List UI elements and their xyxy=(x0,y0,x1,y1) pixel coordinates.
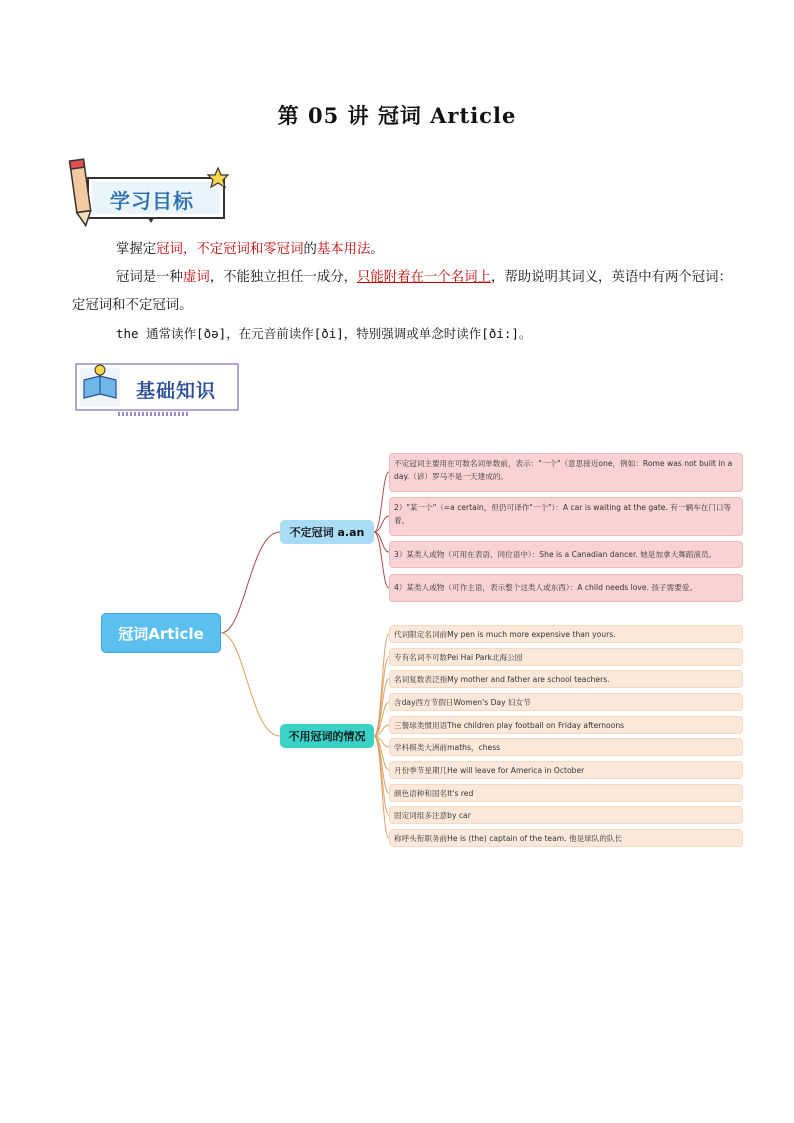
leaf-zero-8: 颜色语种和国名It's red xyxy=(389,784,743,802)
leaf-zero-7: 月份季节星期几He will leave for America in October xyxy=(389,761,743,779)
definition-paragraph: 冠词是一种虚词，不能独立担任一成分，只能附着在一个名词上，帮助说明其词义，英语中有两个冠词：定冠词和不定冠词。 xyxy=(72,270,732,313)
leaf-zero-5: 三餐球类惯用语The children play football on Friday afternoons xyxy=(389,716,743,734)
leaf-zero-3: 名词复数表泛指My mother and father are school teachers. xyxy=(389,670,743,688)
pronunciation-paragraph: the 通常读作[ðə]，在元音前读作[ði]，特别强调或单念时读作[ði:]。 xyxy=(116,326,532,341)
page-title: 第 05 讲 冠词 Article xyxy=(277,103,517,128)
knowledge-badge-label: 基础知识 xyxy=(136,380,217,402)
leaf-zero-10: 称呼头衔职务前He is (the) captain of the team. 他是球队的队长 xyxy=(389,829,743,847)
branch-zero-article: 不用冠词的情况 xyxy=(280,724,374,748)
leaf-indefinite-2: 2）"某一个"（=a certain，但仍可译作"一个"）：A car is waiting at the gate. 有一辆车在门口等着。 xyxy=(389,497,743,536)
goal-paragraph: 掌握定冠词，不定冠词和零冠词的基本用法。 xyxy=(116,242,384,257)
branch-indefinite-article: 不定冠词 a.an xyxy=(280,520,374,544)
goals-badge-label: 学习目标 xyxy=(110,189,194,213)
leaf-indefinite-1: 不定冠词主要用在可数名词单数前，表示："一个"（意思接近one，例如：Rome was not built in a day.（谚）罗马不是一天建成的。 xyxy=(389,453,743,492)
leaf-zero-1: 代词限定名词前My pen is much more expensive than yours. xyxy=(389,625,743,643)
leaf-zero-2: 专有名词不可数Pei Hai Park北海公园 xyxy=(389,648,743,666)
leaf-indefinite-4: 4）某类人或物（可作主语，表示整个这类人或东西）：A child needs love. 孩子需要爱。 xyxy=(389,574,743,602)
leaf-zero-4: 含day西方节假日Women's Day 妇女节 xyxy=(389,693,743,711)
leaf-zero-6: 学科棋类大洲前maths，chess xyxy=(389,738,743,756)
leaf-zero-9: 固定词组多注意by car xyxy=(389,806,743,824)
leaf-indefinite-3: 3）某类人或物（可用在表语、同位语中）：She is a Canadian dancer. 她是加拿大舞蹈演员。 xyxy=(389,541,743,568)
mindmap-root: 冠词Article xyxy=(101,613,221,653)
